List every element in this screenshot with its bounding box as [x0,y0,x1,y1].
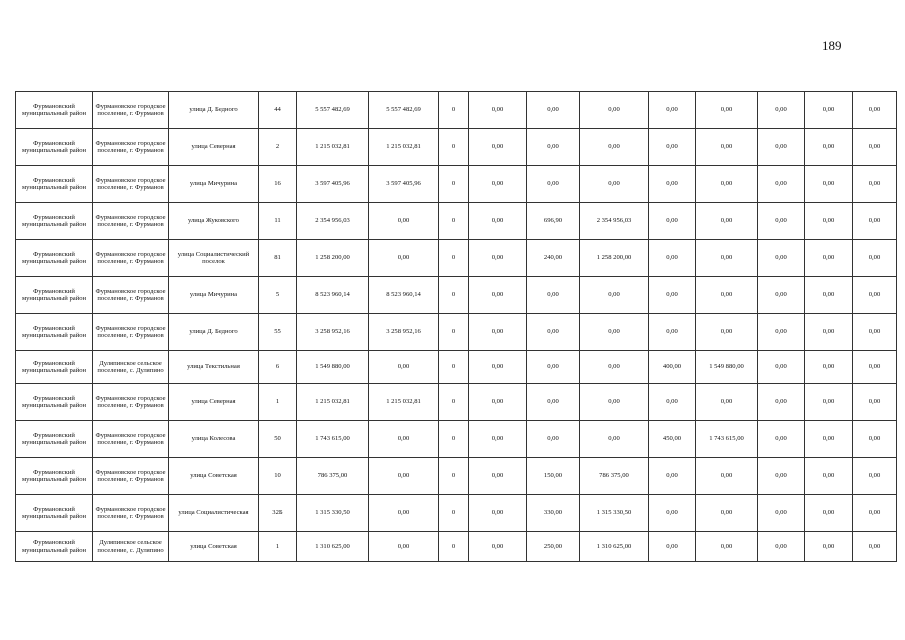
table-row [16,314,897,351]
cost-region-cell: 0 [439,240,469,277]
street-cell: улица Жуковского [169,203,259,240]
house-number-cell: 16 [259,166,297,203]
area-cell: 240,00 [527,240,580,277]
cost-region-cell: 0 [439,166,469,203]
total-cost-cell: 786 375,00 [297,458,369,495]
area-cell: 0,00 [527,92,580,129]
district-cell: Фурмановский муниципальный район [16,421,93,458]
settlement-cell: Фурмановское городское поселение, г. Фурманов [93,421,169,458]
house-number-cell: 50 [259,421,297,458]
amount-cell: 0,00 [580,92,649,129]
area-2-cell: 0,00 [649,384,696,421]
amount-cell: 0,00 [580,129,649,166]
street-cell: улица Советская [169,458,259,495]
area-cell: 250,00 [527,532,580,562]
street-cell: улица Социалистический поселок [169,240,259,277]
cost-local-cell: 0,00 [469,129,527,166]
total-cost-cell: 5 557 482,69 [297,92,369,129]
cost-local-cell: 0,00 [469,314,527,351]
cost-region-cell: 0 [439,314,469,351]
settlement-cell: Дуляпинское сельское поселение, с. Дуляпино [93,532,169,562]
table-row [16,532,897,562]
street-cell: улица Колесова [169,421,259,458]
value-11-cell: 0,00 [853,384,897,421]
total-cost-cell: 1 258 200,00 [297,240,369,277]
area-2-cell: 0,00 [649,532,696,562]
settlement-cell: Фурмановское городское поселение, г. Фурманов [93,92,169,129]
area-cell: 0,00 [527,166,580,203]
area-cell: 0,00 [527,351,580,384]
cost-local-cell: 0,00 [469,384,527,421]
district-cell: Фурмановский муниципальный район [16,532,93,562]
cost-region-cell: 0 [439,129,469,166]
cost-local-cell: 0,00 [469,495,527,532]
total-cost-cell: 1 215 032,81 [297,384,369,421]
value-9-cell: 0,00 [758,314,805,351]
amount-cell: 1 315 330,50 [580,495,649,532]
value-9-cell: 0,00 [758,166,805,203]
cost-fund-cell: 3 597 405,96 [369,166,439,203]
value-11-cell: 0,00 [853,166,897,203]
amount-cell: 1 310 625,00 [580,532,649,562]
value-10-cell: 0,00 [805,166,853,203]
cost-region-cell: 0 [439,351,469,384]
house-number-cell: 5 [259,277,297,314]
table-row [16,277,897,314]
area-cell: 150,00 [527,458,580,495]
area-2-cell: 0,00 [649,129,696,166]
table-row [16,129,897,166]
amount-2-cell: 0,00 [696,166,758,203]
value-9-cell: 0,00 [758,421,805,458]
value-11-cell: 0,00 [853,421,897,458]
amount-cell: 0,00 [580,314,649,351]
amount-2-cell: 0,00 [696,458,758,495]
total-cost-cell: 3 597 405,96 [297,166,369,203]
cost-local-cell: 0,00 [469,203,527,240]
amount-2-cell: 0,00 [696,203,758,240]
total-cost-cell: 1 315 330,50 [297,495,369,532]
cost-region-cell: 0 [439,495,469,532]
house-number-cell: 1 [259,532,297,562]
table-row [16,351,897,384]
house-number-cell: 44 [259,92,297,129]
value-11-cell: 0,00 [853,495,897,532]
cost-local-cell: 0,00 [469,92,527,129]
area-2-cell: 0,00 [649,92,696,129]
value-9-cell: 0,00 [758,92,805,129]
settlement-cell: Фурмановское городское поселение, г. Фурманов [93,203,169,240]
area-2-cell: 0,00 [649,314,696,351]
area-cell: 696,90 [527,203,580,240]
district-cell: Фурмановский муниципальный район [16,277,93,314]
district-cell: Фурмановский муниципальный район [16,384,93,421]
cost-local-cell: 0,00 [469,277,527,314]
value-9-cell: 0,00 [758,203,805,240]
area-2-cell: 450,00 [649,421,696,458]
amount-cell: 786 375,00 [580,458,649,495]
table-row [16,166,897,203]
district-cell: Фурмановский муниципальный район [16,92,93,129]
district-cell: Фурмановский муниципальный район [16,166,93,203]
cost-fund-cell: 3 258 952,16 [369,314,439,351]
value-10-cell: 0,00 [805,495,853,532]
district-cell: Фурмановский муниципальный район [16,351,93,384]
value-9-cell: 0,00 [758,129,805,166]
area-cell: 0,00 [527,277,580,314]
housing-register-table [15,91,897,562]
street-cell: улица Северная [169,129,259,166]
value-9-cell: 0,00 [758,351,805,384]
value-11-cell: 0,00 [853,532,897,562]
street-cell: улица Мичурина [169,166,259,203]
street-cell: улица Д. Бедного [169,314,259,351]
value-10-cell: 0,00 [805,532,853,562]
amount-cell: 0,00 [580,421,649,458]
value-11-cell: 0,00 [853,277,897,314]
cost-fund-cell: 1 215 032,81 [369,384,439,421]
cost-region-cell: 0 [439,421,469,458]
value-11-cell: 0,00 [853,92,897,129]
cost-fund-cell: 0,00 [369,495,439,532]
cost-local-cell: 0,00 [469,458,527,495]
settlement-cell: Фурмановское городское поселение, г. Фурманов [93,166,169,203]
street-cell: улица Мичурина [169,277,259,314]
table-row [16,384,897,421]
cost-fund-cell: 0,00 [369,351,439,384]
cost-fund-cell: 5 557 482,69 [369,92,439,129]
area-cell: 0,00 [527,314,580,351]
value-9-cell: 0,00 [758,532,805,562]
settlement-cell: Фурмановское городское поселение, г. Фурманов [93,314,169,351]
table-row [16,421,897,458]
amount-cell: 2 354 956,03 [580,203,649,240]
total-cost-cell: 3 258 952,16 [297,314,369,351]
total-cost-cell: 8 523 960,14 [297,277,369,314]
area-cell: 0,00 [527,384,580,421]
district-cell: Фурмановский муниципальный район [16,458,93,495]
cost-fund-cell: 0,00 [369,203,439,240]
total-cost-cell: 1 310 625,00 [297,532,369,562]
cost-fund-cell: 0,00 [369,421,439,458]
value-9-cell: 0,00 [758,240,805,277]
value-10-cell: 0,00 [805,129,853,166]
cost-fund-cell: 0,00 [369,458,439,495]
settlement-cell: Фурмановское городское поселение, г. Фурманов [93,495,169,532]
house-number-cell: 11 [259,203,297,240]
table-row [16,495,897,532]
cost-region-cell: 0 [439,532,469,562]
settlement-cell: Фурмановское городское поселение, г. Фурманов [93,129,169,166]
value-10-cell: 0,00 [805,351,853,384]
settlement-cell: Фурмановское городское поселение, г. Фурманов [93,458,169,495]
house-number-cell: 81 [259,240,297,277]
amount-2-cell: 0,00 [696,314,758,351]
street-cell: улица Текстильная [169,351,259,384]
total-cost-cell: 1 743 615,00 [297,421,369,458]
total-cost-cell: 1 215 032,81 [297,129,369,166]
area-2-cell: 0,00 [649,166,696,203]
street-cell: улица Советская [169,532,259,562]
value-9-cell: 0,00 [758,495,805,532]
district-cell: Фурмановский муниципальный район [16,314,93,351]
cost-fund-cell: 0,00 [369,532,439,562]
amount-2-cell: 0,00 [696,495,758,532]
amount-2-cell: 1 549 880,00 [696,351,758,384]
cost-local-cell: 0,00 [469,351,527,384]
street-cell: улица Северная [169,384,259,421]
cost-local-cell: 0,00 [469,240,527,277]
table-row [16,458,897,495]
table-row [16,203,897,240]
street-cell: улица Д. Бедного [169,92,259,129]
house-number-cell: 6 [259,351,297,384]
amount-2-cell: 0,00 [696,129,758,166]
district-cell: Фурмановский муниципальный район [16,240,93,277]
value-10-cell: 0,00 [805,314,853,351]
amount-cell: 0,00 [580,351,649,384]
table-row [16,240,897,277]
area-2-cell: 0,00 [649,495,696,532]
area-2-cell: 0,00 [649,240,696,277]
amount-2-cell: 0,00 [696,532,758,562]
house-number-cell: 55 [259,314,297,351]
cost-local-cell: 0,00 [469,532,527,562]
cost-region-cell: 0 [439,203,469,240]
settlement-cell: Фурмановское городское поселение, г. Фурманов [93,277,169,314]
value-11-cell: 0,00 [853,240,897,277]
value-9-cell: 0,00 [758,458,805,495]
area-cell: 330,00 [527,495,580,532]
house-number-cell: 10 [259,458,297,495]
value-10-cell: 0,00 [805,203,853,240]
value-10-cell: 0,00 [805,458,853,495]
table-row [16,92,897,129]
value-10-cell: 0,00 [805,277,853,314]
value-9-cell: 0,00 [758,384,805,421]
amount-2-cell: 1 743 615,00 [696,421,758,458]
value-10-cell: 0,00 [805,421,853,458]
cost-fund-cell: 8 523 960,14 [369,277,439,314]
house-number-cell: 32Б [259,495,297,532]
value-11-cell: 0,00 [853,458,897,495]
amount-2-cell: 0,00 [696,384,758,421]
value-10-cell: 0,00 [805,240,853,277]
cost-local-cell: 0,00 [469,421,527,458]
value-11-cell: 0,00 [853,314,897,351]
street-cell: улица Социалистическая [169,495,259,532]
area-2-cell: 0,00 [649,458,696,495]
cost-region-cell: 0 [439,458,469,495]
value-11-cell: 0,00 [853,129,897,166]
district-cell: Фурмановский муниципальный район [16,495,93,532]
value-11-cell: 0,00 [853,351,897,384]
house-number-cell: 2 [259,129,297,166]
value-11-cell: 0,00 [853,203,897,240]
cost-fund-cell: 1 215 032,81 [369,129,439,166]
area-cell: 0,00 [527,421,580,458]
area-2-cell: 400,00 [649,351,696,384]
cost-region-cell: 0 [439,384,469,421]
cost-region-cell: 0 [439,277,469,314]
area-2-cell: 0,00 [649,277,696,314]
settlement-cell: Фурмановское городское поселение, г. Фурманов [93,240,169,277]
total-cost-cell: 2 354 956,03 [297,203,369,240]
area-cell: 0,00 [527,129,580,166]
value-9-cell: 0,00 [758,277,805,314]
amount-2-cell: 0,00 [696,277,758,314]
district-cell: Фурмановский муниципальный район [16,203,93,240]
amount-cell: 1 258 200,00 [580,240,649,277]
cost-region-cell: 0 [439,92,469,129]
house-number-cell: 1 [259,384,297,421]
area-2-cell: 0,00 [649,203,696,240]
amount-2-cell: 0,00 [696,92,758,129]
value-10-cell: 0,00 [805,92,853,129]
amount-cell: 0,00 [580,277,649,314]
cost-local-cell: 0,00 [469,166,527,203]
cost-fund-cell: 0,00 [369,240,439,277]
settlement-cell: Дуляпинское сельское поселение, с. Дуляпино [93,351,169,384]
page-number: 189 [822,38,842,53]
amount-cell: 0,00 [580,384,649,421]
settlement-cell: Фурмановское городское поселение, г. Фурманов [93,384,169,421]
amount-cell: 0,00 [580,166,649,203]
district-cell: Фурмановский муниципальный район [16,129,93,166]
value-10-cell: 0,00 [805,384,853,421]
total-cost-cell: 1 549 880,00 [297,351,369,384]
amount-2-cell: 0,00 [696,240,758,277]
